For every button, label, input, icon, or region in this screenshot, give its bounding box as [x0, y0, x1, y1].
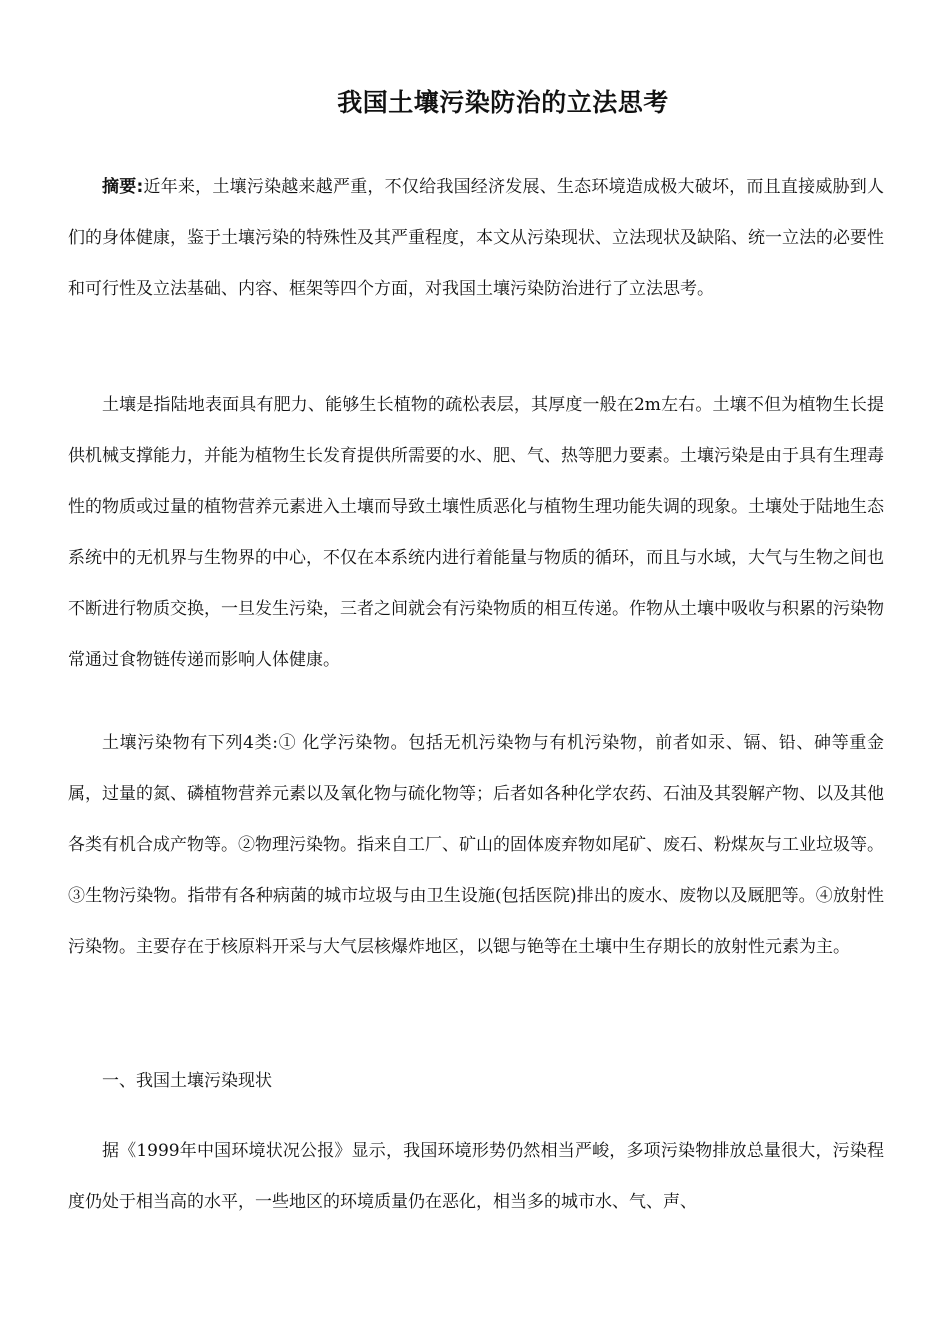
- abstract-label: 摘要:: [102, 177, 144, 197]
- intro-block: [68, 380, 884, 686]
- paragraph-pollutant-types: 土壤污染物有下列4类:① 化学污染物。包括无机污染物与有机污染物，前者如汞、镉、铅、砷等重金属，过量的氮、磷植物营养元素以及氧化物与硫化物等；后者如各种化学农药、石油及其裂解产物、以及其他各类有机合成产物等。②物理污染物。指来自工厂、矿山的固体废弃物如尾矿、废石、粉煤灰与工业垃圾等。③生物污染物。指带有各种病菌的城市垃圾与由卫生设施(包括医院)排出的废水、废物以及厩肥等。④放射性污染物。主要存在于核原料开采与大气层核爆炸地区，以锶与铯等在土壤中生存期长的放射性元素为主。: [68, 733, 884, 957]
- paragraph-section-status: 据《1999年中国环境状况公报》显示，我国环境形势仍然相当严峻，多项污染物排放总量很大，污染程度仍处于相当高的水平，一些地区的环境质量仍在恶化，相当多的城市水、气、声、: [68, 1141, 884, 1212]
- abstract-block: [68, 162, 884, 315]
- section-heading-block: [68, 1056, 884, 1107]
- document-title: 我国土壤污染防治的立法思考: [337, 88, 669, 117]
- paragraph-soil-definition: 土壤是指陆地表面具有肥力、能够生长植物的疏松表层，其厚度一般在2m左右。土壤不但为植物生长提供机械支撑能力，并能为植物生长发育提供所需要的水、肥、气、热等肥力要素。土壤污染是由于具有生理毒性的物质或过量的植物营养元素进入土壤而导致土壤性质恶化与植物生理功能失调的现象。土壤处于陆地生态系统中的无机界与生物界的中心，不仅在本系统内进行着能量与物质的循环，而且与水域，大气与生物之间也不断进行物质交换，一旦发生污染，三者之间就会有污染物质的相互传递。作物从土壤中吸收与积累的污染物常通过食物链传递而影响人体健康。: [68, 395, 884, 670]
- abstract-paragraph: [68, 162, 884, 315]
- abstract-text: 近年来，土壤污染越来越严重，不仅给我国经济发展、生态环境造成极大破坏，而且直接威胁到人们的身体健康，鉴于土壤污染的特殊性及其严重程度，本文从污染现状、立法现状及缺陷、统一立法的必要性和可行性及立法基础、内容、框架等四个方面，对我国土壤污染防治进行了立法思考。: [68, 177, 884, 299]
- section-block: [68, 1126, 884, 1228]
- pollutants-block: [68, 718, 884, 973]
- section-heading: 一、我国土壤污染现状: [102, 1071, 272, 1091]
